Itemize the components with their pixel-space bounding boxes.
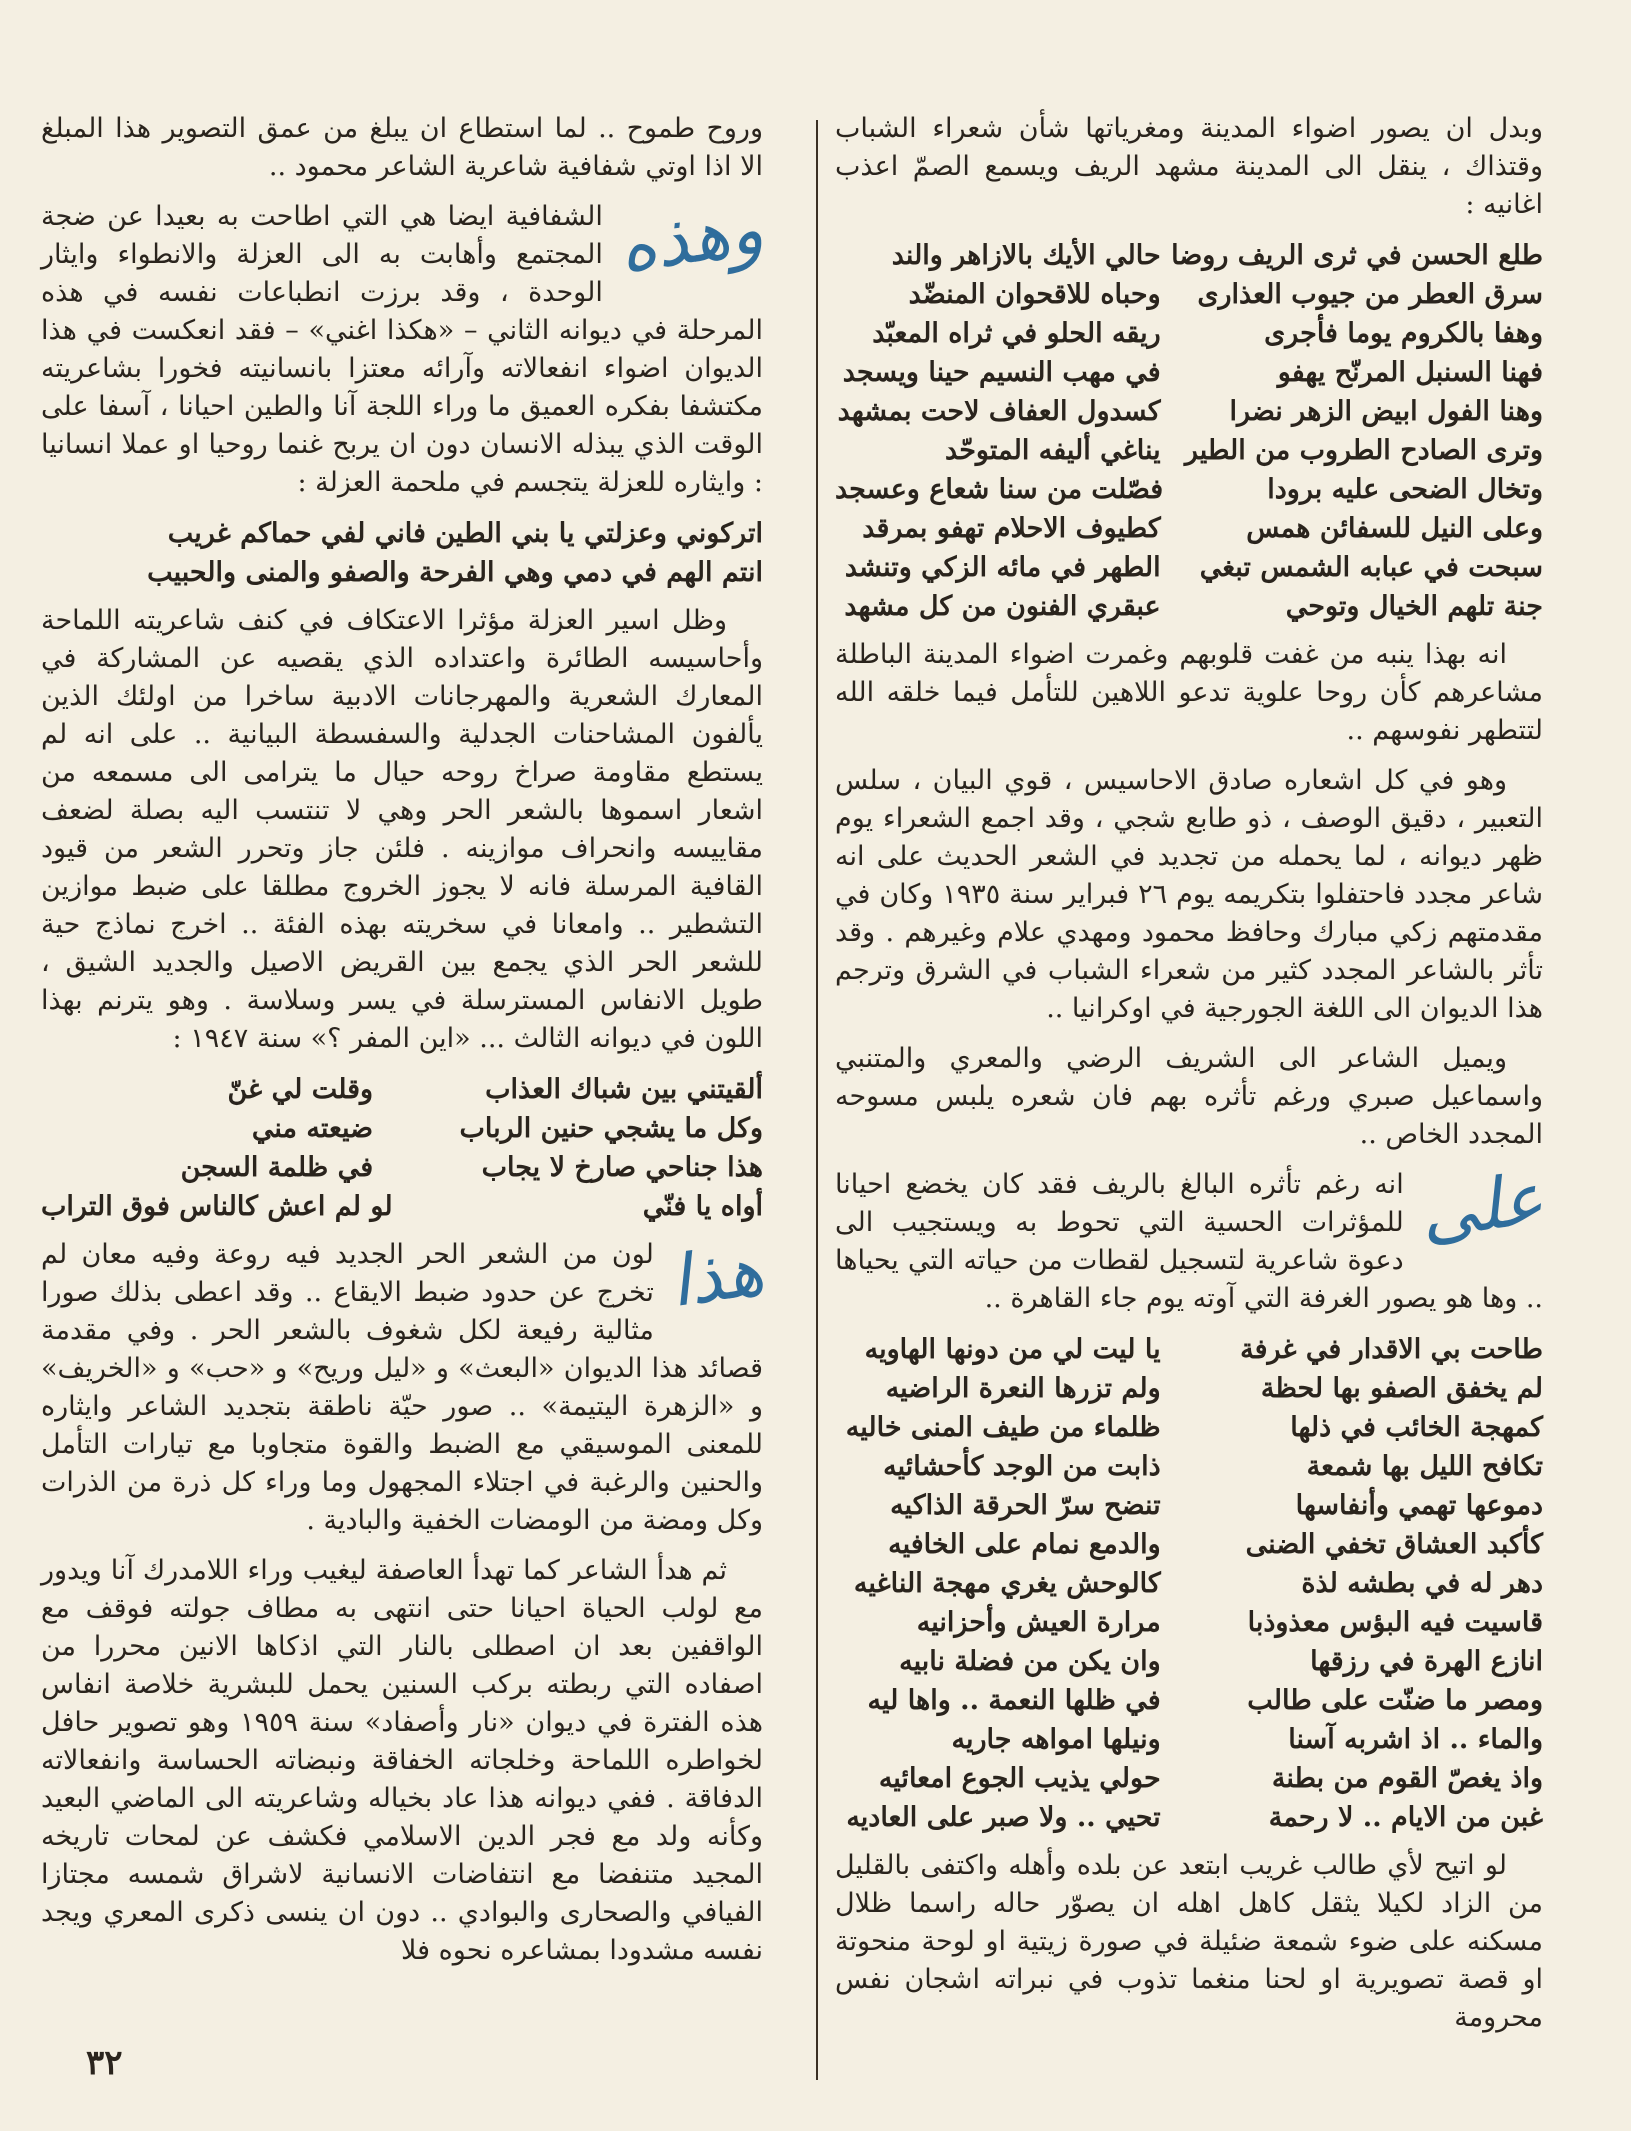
poem-shibak — [41, 1070, 763, 1226]
verse-first-hemistich: اتركوني وعزلتي يا بني الطين فاني لفي حماكم غريب — [167, 518, 763, 549]
verse-line — [835, 1642, 1543, 1681]
decorative-dropcap: هذا — [664, 1228, 769, 1324]
verse-first-hemistich: فهنا السنبل المرنّح يهفو — [1277, 357, 1543, 388]
verse-second-hemistich: يناغي أليفه المتوحّد — [945, 435, 1161, 466]
verse-first-hemistich: وكل ما يشجي حنين الرباب — [459, 1113, 763, 1144]
paragraph-text: انه رغم تأثره البالغ بالريف فقد كان يخضع احيانا للمؤثرات الحسية التي تحوط به ويستجيب الى دعوة شاعرية لتسجيل لقطات من حياته التي يحياها .. وها هو يصور الغرفة التي آوته يوم جاء القاهرة .. — [835, 1169, 1543, 1314]
verse-second-hemistich: كالوحش يغري مهجة الناغيه — [853, 1568, 1161, 1599]
verse-first-hemistich: هذا جناحي صارخ لا يجاب — [481, 1152, 763, 1183]
verse-second-hemistich: عبقري الفنون من كل مشهد — [844, 591, 1161, 622]
paragraph: وروح طموح .. لما استطاع ان يبلغ من عمق التصوير هذا المبلغ الا اذا اوتي شفافية شاعرية الشاعر محمود .. — [41, 113, 763, 182]
verse-line — [835, 1720, 1543, 1759]
verse-line — [835, 275, 1543, 314]
verse-second-hemistich: والدمع نمام على الخافيه — [888, 1529, 1161, 1560]
verse-line — [835, 1564, 1543, 1603]
verse-second-hemistich: وقلت لي غنّ — [227, 1074, 374, 1105]
verse-first-hemistich: كأكبد العشاق تخفي الضنى — [1245, 1529, 1543, 1560]
verse-first-hemistich: دهر له في بطشه لذة — [1301, 1568, 1543, 1599]
paragraph: لو اتيح لأي طالب غريب ابتعد عن بلده وأهله واكتفى بالقليل من الزاد لكيلا يثقل كاهل اهله ان يصوّر حاله راسما ظلال مسكنه على ضوء شمعة ضئيلة في صورة زيتية او لوحة منحوتة او قصة تصويرية او لحنا منغما تذوب في نبراته اشجان نفس محرومة — [835, 1850, 1543, 2033]
verse-line — [835, 587, 1543, 626]
verse-line — [41, 553, 763, 592]
verse-first-hemistich: ألقيتني بين شباك العذاب — [485, 1074, 763, 1105]
left-column — [41, 110, 769, 1982]
verse-line — [835, 1330, 1543, 1369]
poem-riyf — [835, 236, 1543, 626]
paragraph: انه بهذا ينبه من غفت قلوبهم وغمرت اضواء المدينة الباطلة مشاعرهم كأن روحا علوية تدعو اللاهين للتأمل فيما خلقه الله لتتطهر نفوسهم .. — [835, 639, 1543, 746]
verse-second-hemistich: تنضح سرّ الحرقة الذاكيه — [890, 1490, 1161, 1521]
verse-line — [41, 1187, 763, 1226]
page-number: ٣٢ — [86, 2043, 123, 2083]
poem-ghurfa — [835, 1330, 1543, 1837]
verse-line — [835, 1525, 1543, 1564]
verse-second-hemistich: حولي يذيب الجوع امعائيه — [878, 1763, 1161, 1794]
verse-first-hemistich: لم يخفق الصفو بها لحظة — [1260, 1373, 1543, 1404]
verse-second-hemistich: فصّلت من سنا شعاع وعسجد — [835, 474, 1164, 505]
paragraph: ويميل الشاعر الى الشريف الرضي والمعري والمتنبي واسماعيل صبري ورغم تأثره بهم فان شعره يلبس مسوحه المجدد الخاص .. — [835, 1043, 1543, 1150]
verse-first-hemistich: انتم الهم في دمي وهي الفرحة والصفو والمنى والحبيب — [147, 557, 763, 588]
paragraph: ثم هدأ الشاعر كما تهدأ العاصفة ليغيب وراء اللامدرك آنا ويدور مع لولب الحياة احيانا حتى انتهى به مطاف جولته فوقف مع الواقفين بعد ان اصطلى بالنار التي اذكاها الانين محررا من اصفاده التي ربطته بركب السنين يحمل للبشرية خلاصة انفاس هذه الفترة في ديوان «نار وأصفاد» سنة ١٩٥٩ وهو تصوير حافل لخواطره اللماحة وخلجاته الخفاقة ونبضاته الحساسة وانفعالاته الدفاقة . ففي ديوانه هذا عاد بخياله وشاعريته الى الماضي البعيد وكأنه ولد مع فجر الدين الاسلامي فكشف عن لمحات تاريخه المجيد متنفضا مع انتفاضات الانسانية لاشراق شمسه مجتازا الفيافي والصحارى والبوادي .. دون ان ينسى ذكرى المعري ويجد نفسه مشدودا بمشاعره نحوه فلا — [41, 1555, 763, 1966]
verse-first-hemistich: وعلى النيل للسفائن همس — [1246, 513, 1543, 544]
verse-second-hemistich: لو لم اعش كالناس فوق التراب — [41, 1191, 393, 1222]
verse-second-hemistich: يا ليت لي من دونها الهاويه — [864, 1334, 1161, 1365]
decorative-dropcap: على — [1414, 1156, 1549, 1256]
verse-first-hemistich: طاحت بي الاقدار في غرفة — [1240, 1334, 1543, 1365]
verse-second-hemistich: حالي الأيك بالازاهر والند — [891, 240, 1161, 271]
verse-line — [835, 1681, 1543, 1720]
decorative-dropcap: وهذه — [613, 187, 769, 289]
verse-first-hemistich: سرق العطر من جيوب العذارى — [1197, 279, 1543, 310]
verse-line — [835, 1486, 1543, 1525]
verse-first-hemistich: تكافح الليل بها شمعة — [1306, 1451, 1543, 1482]
verse-first-hemistich: ومصر ما ضنّت على طالب — [1247, 1685, 1543, 1716]
verse-line — [41, 1070, 763, 1109]
verse-first-hemistich: سبحت في عبابه الشمس تبغي — [1199, 552, 1543, 583]
verse-second-hemistich: الطهر في مائه الزكي وتنشد — [844, 552, 1161, 583]
verse-second-hemistich: وحباه للاقحوان المنضّد — [908, 279, 1161, 310]
paragraph-with-dropcap — [41, 187, 769, 502]
verse-line — [835, 392, 1543, 431]
verse-first-hemistich: وهنا الفول ابيض الزهر نضرا — [1229, 396, 1543, 427]
verse-line — [835, 314, 1543, 353]
verse-first-hemistich: قاسيت فيه البؤس معذوذبا — [1247, 1607, 1543, 1638]
verse-second-hemistich: وان يكن من فضلة نابيه — [899, 1646, 1161, 1677]
paragraph: وهو في كل اشعاره صادق الاحاسيس ، قوي البيان ، سلس التعبير ، دقيق الوصف ، ذو طابع شجي ، وقد اجمع الشعراء يوم ظهر ديوانه ، لما يحمله من تجديد في الشعر الحديث على انه شاعر مجدد فاحتفلوا بتكريمه يوم ٢٦ فبراير سنة ١٩٣٥ وكان في مقدمتهم زكي مبارك وحافظ محمود ومهدي علام وغيرهم . وقد تأثر بالشاعر المجدد كثير من شعراء الشباب في الشرق وترجم هذا الديوان الى اللغة الجورجية في اوكرانيا .. — [835, 765, 1544, 1024]
verse-second-hemistich: ولم تزرها النعرة الراضيه — [885, 1373, 1161, 1404]
verse-first-hemistich: كمهجة الخائب في ذلها — [1290, 1412, 1543, 1443]
poem-uzla — [41, 514, 763, 592]
verse-first-hemistich: طلع الحسن في ثرى الريف روضا — [1171, 240, 1543, 271]
verse-first-hemistich: وتخال الضحى عليه برودا — [1267, 474, 1543, 505]
verse-line — [835, 1408, 1543, 1447]
verse-second-hemistich: في ظلها النعمة .. واها ليه — [867, 1685, 1161, 1716]
verse-second-hemistich: مرارة العيش وأحزانيه — [916, 1607, 1161, 1638]
verse-first-hemistich: دموعها تهمي وأنفاسها — [1295, 1490, 1543, 1521]
verse-first-hemistich: انازع الهرة في رزقها — [1310, 1646, 1543, 1677]
right-column — [835, 110, 1549, 2049]
paragraph-with-dropcap — [835, 1156, 1549, 1318]
verse-line — [835, 236, 1543, 275]
verse-line — [41, 514, 763, 553]
verse-first-hemistich: جنة تلهم الخيال وتوحي — [1285, 591, 1543, 622]
verse-first-hemistich: أواه يا فنّي — [642, 1191, 763, 1222]
verse-first-hemistich: واذ يغصّ القوم من بطنة — [1271, 1763, 1543, 1794]
paragraph-with-dropcap — [41, 1228, 769, 1540]
verse-line — [835, 1369, 1543, 1408]
verse-second-hemistich: ضيعته مني — [251, 1113, 374, 1144]
verse-first-hemistich: غبن من الايام .. لا رحمة — [1268, 1802, 1543, 1833]
column-divider — [816, 120, 818, 2080]
verse-second-hemistich: كسدول العفاف لاحت بمشهد — [837, 396, 1161, 427]
paragraph: وظل اسير العزلة مؤثرا الاعتكاف في كنف شاعريته اللماحة وأحاسيسه الطائرة واعتداده الذي يقصيه عن المشاركة في المعارك الشعرية والمهرجانات الادبية ساخرا من اولئك الذين يألفون المشاحنات الجدلية والسفسطة البيانية .. على انه لم يستطع مقاومة صراخ روحه حيال ما يترامى الى مسمعه من اشعار اسموها بالشعر الحر وهي لا تنتسب اليه بصلة لضعف مقاييسه وانحراف موازينه . فلئن جاز وتحرر الشعر من قيود القافية المرسلة فانه لا يجوز الخروج مطلقا على ضبط موازين التشطير .. وامعانا في سخريته بهذه الفئة .. اخرج نماذج حية للشعر الحر الذي يجمع بين القريض الاصيل والجديد الشيق ، طويل الانفاس المسترسلة في يسر وسلاسة . وهو يترنم بهذا اللون في ديوانه الثالث ... «اين المفر ؟» سنة ١٩٤٧ : — [41, 605, 764, 1054]
verse-second-hemistich: كطيوف الاحلام تهفو بمرقد — [862, 513, 1161, 544]
verse-second-hemistich: ذابت من الوجد كأحشائيه — [883, 1451, 1161, 1482]
verse-line — [835, 1603, 1543, 1642]
verse-line — [41, 1148, 763, 1187]
verse-line — [41, 1109, 763, 1148]
verse-first-hemistich: وهفا بالكروم يوما فأجرى — [1264, 318, 1543, 349]
verse-line — [835, 431, 1543, 470]
verse-line — [835, 509, 1543, 548]
verse-line — [835, 548, 1543, 587]
paragraph-text: لون من الشعر الحر الجديد فيه روعة وفيه معان لم تخرج عن حدود ضبط الايقاع .. وقد اعطى بذلك صورا مثالية رفيعة لكل شغوف بالشعر الحر . وفي مقدمة قصائد هذا الديوان «البعث» و «ليل وريح» و «حب» و «الخريف» و «الزهرة اليتيمة» .. صور حيّة ناطقة بتجديد الشاعر وايثاره للمعنى الموسيقي مع الضبط والقوة متجاوبا مع تيارات التأمل والحنين والرغبة في اجتلاء المجهول وما وراء كل ذرة من الذرات وكل ومضة من الومضات الخفية والبادية . — [41, 1239, 763, 1536]
verse-second-hemistich: ريقه الحلو في ثراه المعبّد — [872, 318, 1161, 349]
verse-second-hemistich: في ظلمة السجن — [180, 1152, 374, 1183]
verse-first-hemistich: وترى الصادح الطروب من الطير — [1184, 435, 1543, 466]
verse-line — [835, 1798, 1543, 1837]
verse-line — [835, 470, 1543, 509]
verse-second-hemistich: تحيي .. ولا صبر على العاديه — [846, 1802, 1161, 1833]
paragraph-text: الشفافية ايضا هي التي اطاحت به بعيدا عن ضجة المجتمع وأهابت به الى العزلة والانطواء وايثار الوحدة ، وقد برزت انطباعات نفسه في هذه المرحلة في ديوانه الثاني – «هكذا اغني» – فقد انعكست في هذا الديوان اضواء انفعالاته وآرائه معتزا بانسانيته فخورا بشاعريته مكتشفا بفكره العميق ما وراء اللجة آنا والطين احيانا ، آسفا على الوقت الذي يبذله الانسان دون ان يربح غنما روحيا او عملا انسانيا : وايثاره للعزلة يتجسم في ملحمة العزلة : — [41, 201, 763, 498]
verse-line — [835, 1447, 1543, 1486]
verse-second-hemistich: ونيلها امواهه جاريه — [951, 1724, 1161, 1755]
verse-first-hemistich: والماء .. اذ اشربه آسنا — [1288, 1724, 1543, 1755]
verse-line — [835, 1759, 1543, 1798]
paragraph: وبدل ان يصور اضواء المدينة ومغرياتها شأن شعراء الشباب وقتذاك ، ينقل الى المدينة مشهد الريف ويسمع الصمّ اعذب اغانيه : — [835, 113, 1543, 220]
verse-line — [835, 353, 1543, 392]
verse-second-hemistich: في مهب النسيم حينا ويسجد — [842, 357, 1161, 388]
verse-second-hemistich: ظلماء من طيف المنى خاليه — [845, 1412, 1161, 1443]
